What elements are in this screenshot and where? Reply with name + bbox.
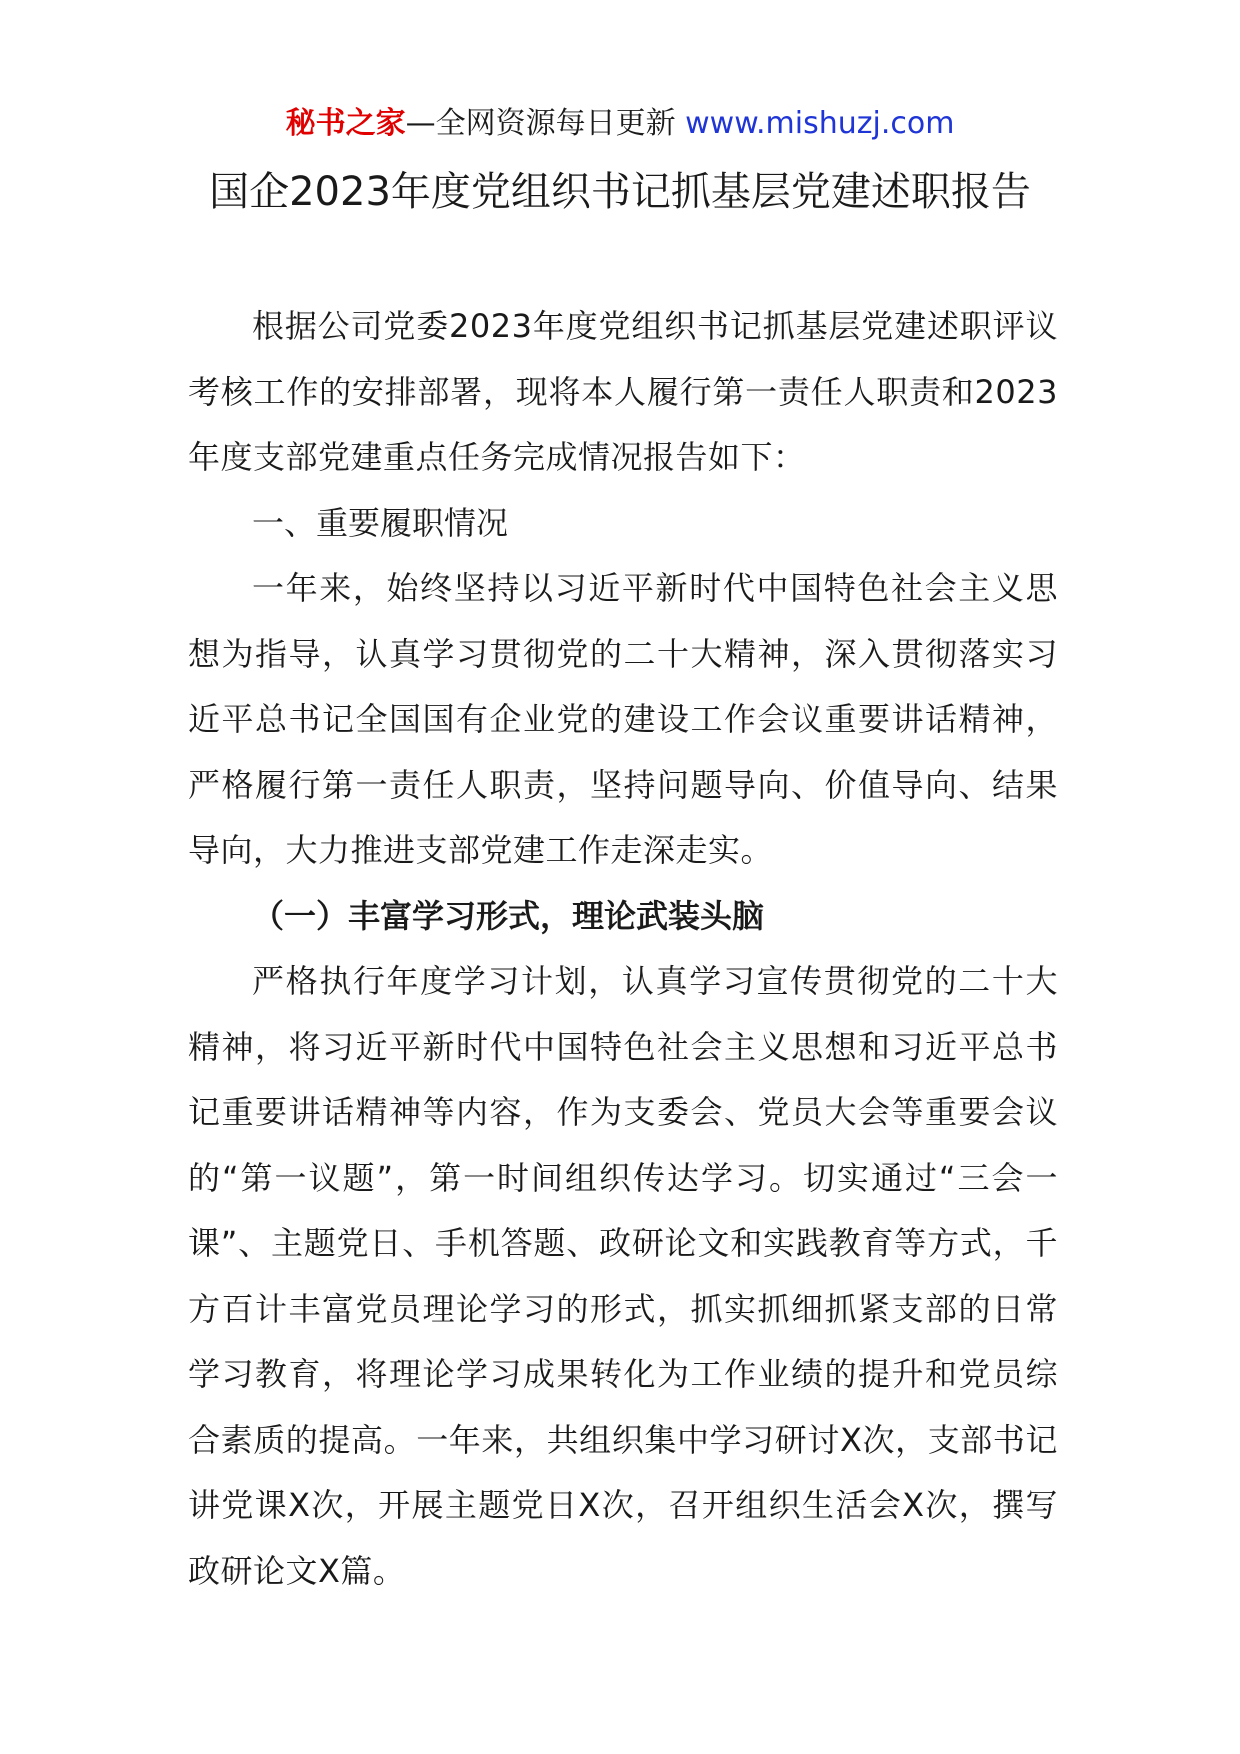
site-header: [0, 100, 1240, 148]
intro-paragraph: 根据公司党委2023年度党组织书记抓基层党建述职评议考核工作的安排部署，现将本人履行第一责任人职责和2023年度支部党建重点任务完成情况报告如下：: [188, 307, 1058, 476]
subsection-heading-1: （一）丰富学习形式，理论武装头脑: [252, 896, 765, 935]
brand-name: 秘书之家: [285, 106, 406, 141]
document-title: 国企2023年度党组织书记抓基层党建述职报告: [209, 169, 1031, 215]
document-body: [188, 294, 1058, 1604]
subsection-1-paragraph: 严格执行年度学习计划，认真学习宣传贯彻党的二十大精神，将习近平新时代中国特色社会主义思想和习近平总书记重要讲话精神等内容，作为支委会、党员大会等重要会议的“第一议题”，第一时间组织传达学习。切实通过“三会一课”、主题党日、手机答题、政研论文和实践教育等方式，千方百计丰富党员理论学习的形式，抓实抓细抓紧支部的日常学习教育，将理论学习成果转化为工作业绩的提升和党员综合素质的提高。一年来，共组织集中学习研讨X次，支部书记讲党课X次，开展主题党日X次，召开组织生活会X次，撰写政研论文X篇。: [188, 962, 1058, 1590]
section-heading-1: 一、重要履职情况: [252, 503, 509, 542]
section-1-paragraph: 一年来，始终坚持以习近平新时代中国特色社会主义思想为指导，认真学习贯彻党的二十大精神，深入贯彻落实习近平总书记全国国有企业党的建设工作会议重要讲话精神，严格履行第一责任人职责，坚持问题导向、价值导向、结果导向，大力推进支部党建工作走深走实。: [188, 569, 1058, 869]
header-tagline: —全网资源每日更新: [405, 106, 676, 141]
site-url-link[interactable]: www.mishuzj.com: [685, 106, 955, 141]
